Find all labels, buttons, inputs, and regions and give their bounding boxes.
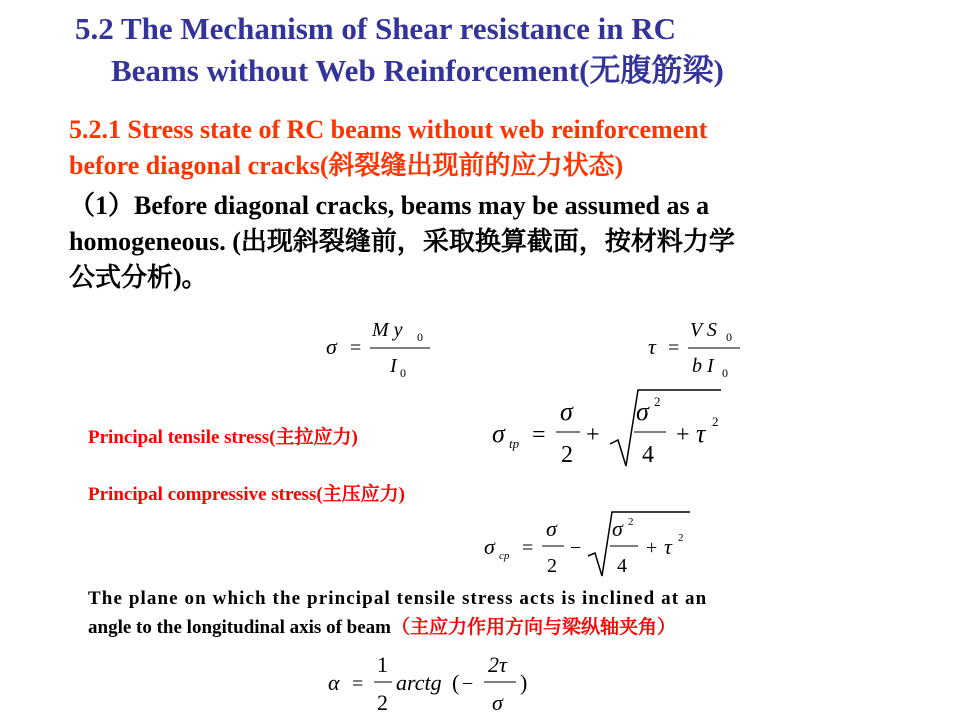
paragraph-line-2 — [88, 613, 888, 642]
root-plus-sign: + — [646, 537, 658, 559]
root-numerator: σ — [612, 516, 623, 541]
cp-subscript: cp — [499, 550, 510, 562]
equals-sign: = — [668, 337, 680, 359]
root-plus-sign: + — [676, 422, 690, 448]
section-heading-line-2: before diagonal cracks(斜裂缝出现前的应力状态) — [69, 151, 624, 180]
close-paren: ) — [520, 670, 528, 695]
tau-exponent: 2 — [712, 414, 719, 429]
arctg-function: arctg — [396, 670, 442, 695]
root-denominator: 4 — [642, 442, 654, 468]
tensile-stress-formula — [486, 386, 726, 472]
fraction-denominator: 2 — [561, 442, 573, 468]
alpha-formula — [322, 646, 542, 718]
negative-sign: − — [462, 673, 474, 695]
paragraph-line-2-text: angle to the longitudinal axis of beam — [88, 617, 391, 638]
compressive-stress-formula — [480, 508, 700, 580]
fraction-denominator: 2 — [547, 555, 557, 577]
point-1-text — [69, 188, 735, 296]
section-heading-line-1: 5.2.1 Stress state of RC beams without web reinforcement — [69, 115, 708, 144]
fraction-numerator: σ — [560, 397, 573, 426]
tau-exponent: 2 — [678, 532, 684, 544]
minus-sign: − — [570, 537, 582, 559]
square-root-sign — [588, 512, 690, 576]
paragraph-line-2-chinese: （主应力作用方向与梁纵轴夹角） — [390, 617, 676, 638]
tau-symbol: τ — [664, 534, 672, 559]
numerator-subscript: 0 — [726, 330, 732, 344]
paragraph-line-1: The plane on which the principal tensile stress acts is inclined at an — [88, 588, 708, 609]
tensile-label: Principal tensile stress(主拉应力) — [88, 427, 358, 448]
tp-subscript: tp — [509, 436, 520, 451]
point-1-line-2: homogeneous. (出现斜裂缝前，采取换算截面，按材料力学 — [69, 227, 735, 256]
numerator-subscript: 0 — [417, 330, 423, 344]
point-1-line-1: （1）Before diagonal cracks, beams may be assumed as a — [69, 191, 710, 220]
inner-denominator: σ — [492, 690, 503, 715]
root-numerator-exponent: 2 — [628, 516, 634, 528]
fraction-denominator: 2 — [377, 690, 388, 715]
open-paren: ( — [452, 670, 460, 695]
denominator: I — [390, 355, 397, 377]
sigma-symbol: σ — [492, 419, 505, 448]
plus-sign: + — [586, 422, 600, 448]
page-title — [75, 8, 724, 92]
root-denominator: 4 — [617, 555, 627, 577]
numerator: V S — [690, 319, 717, 341]
point-1-line-3: 公式分析)。 — [69, 263, 208, 292]
inner-numerator: 2τ — [488, 652, 507, 677]
equals-sign: = — [532, 422, 546, 448]
fraction-numerator: 1 — [377, 652, 388, 677]
sigma-symbol: σ — [326, 334, 337, 359]
section-heading — [69, 112, 707, 184]
tau-symbol: τ — [648, 334, 656, 359]
tau-symbol: τ — [696, 419, 706, 448]
equals-sign: = — [352, 673, 364, 695]
denominator-subscript: 0 — [400, 366, 406, 380]
equals-sign: = — [522, 537, 534, 559]
title-line-2: Beams without Web Reinforcement(无腹筋梁) — [111, 53, 724, 88]
denominator: b I — [692, 355, 714, 377]
alpha-symbol: α — [328, 670, 340, 695]
root-numerator-exponent: 2 — [654, 394, 661, 409]
title-line-1: 5.2 The Mechanism of Shear resistance in RC — [75, 11, 677, 46]
inclination-paragraph — [88, 584, 888, 642]
fraction-numerator: σ — [546, 516, 557, 541]
sigma-formula — [320, 312, 440, 384]
denominator-subscript: 0 — [722, 366, 728, 380]
root-numerator: σ — [636, 397, 649, 426]
numerator: M y — [372, 319, 403, 341]
tau-formula — [644, 312, 754, 384]
equals-sign: = — [350, 337, 362, 359]
sigma-symbol: σ — [484, 534, 495, 559]
compressive-label: Principal compressive stress(主压应力) — [88, 484, 405, 505]
